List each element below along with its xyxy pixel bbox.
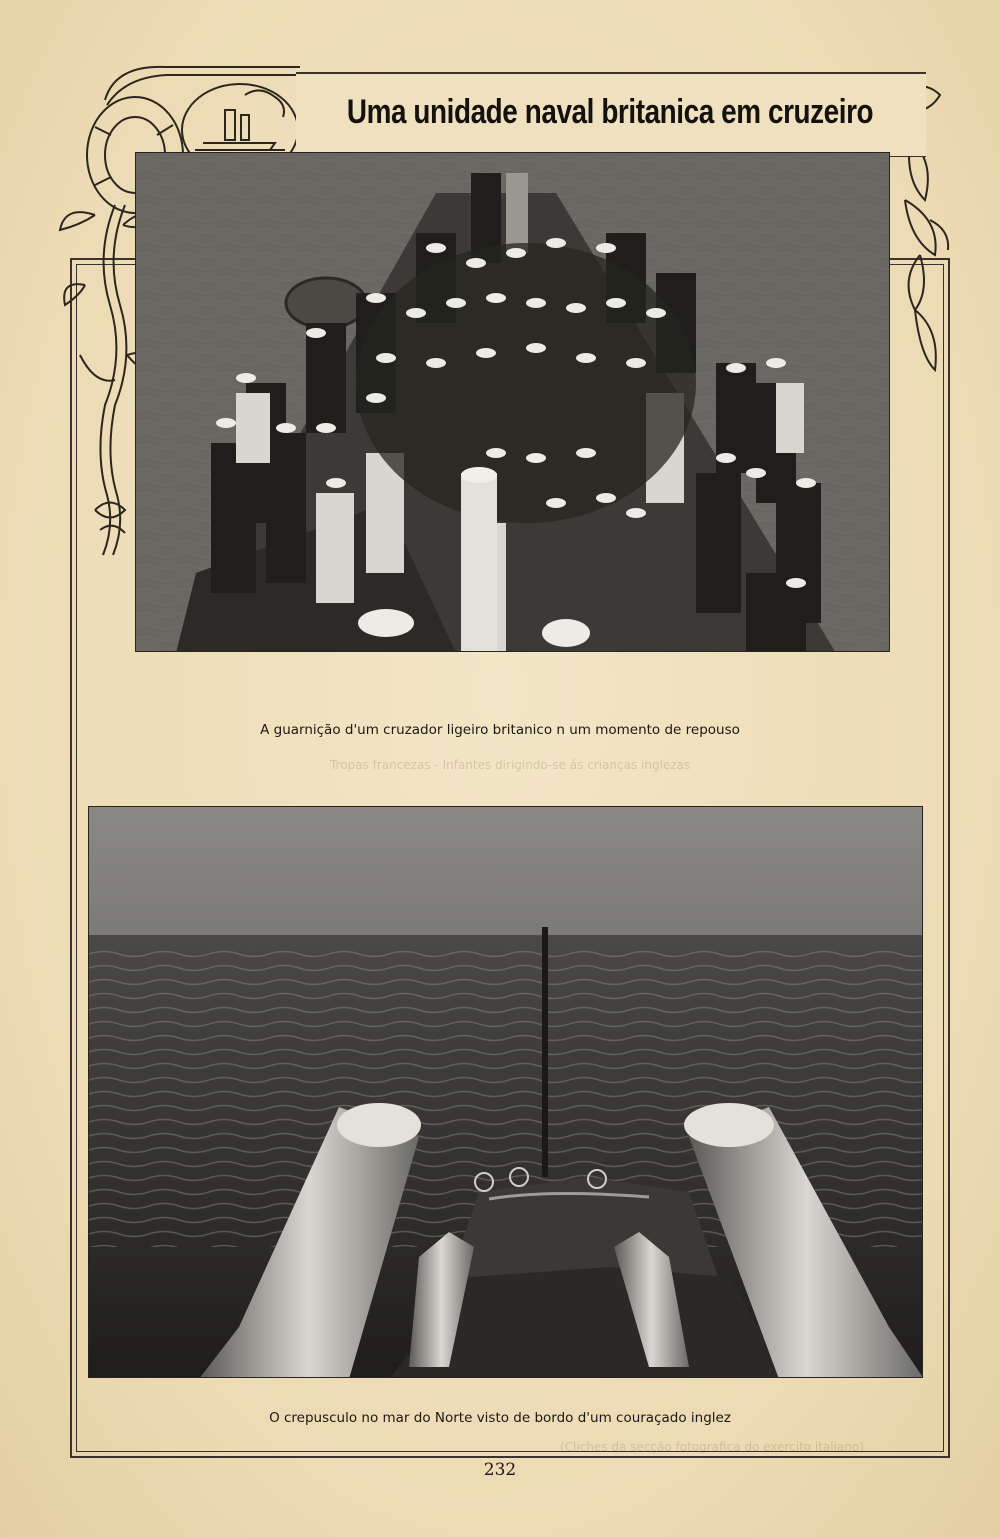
page-number: 232: [483, 1460, 517, 1480]
sea-photo: [88, 806, 923, 1378]
crew-photo-image: [136, 153, 890, 652]
crew-photo: [135, 152, 890, 652]
show-through-text-1: Tropas francezas - Infantes dirigindo-se ás crianças inglezas: [330, 758, 691, 772]
show-through-text-2: (Cliches da secção fotografica do exercito italiano): [560, 1440, 864, 1454]
crew-photo-caption: A guarnição d'um cruzador ligeiro britanico n um momento de repouso: [260, 722, 740, 738]
page-title: Uma unidade naval britanica em cruzeiro: [346, 92, 874, 131]
sea-photo-image: [89, 807, 923, 1378]
sea-photo-caption: O crepusculo no mar do Norte visto de bordo d'um couraçado inglez: [269, 1410, 731, 1426]
